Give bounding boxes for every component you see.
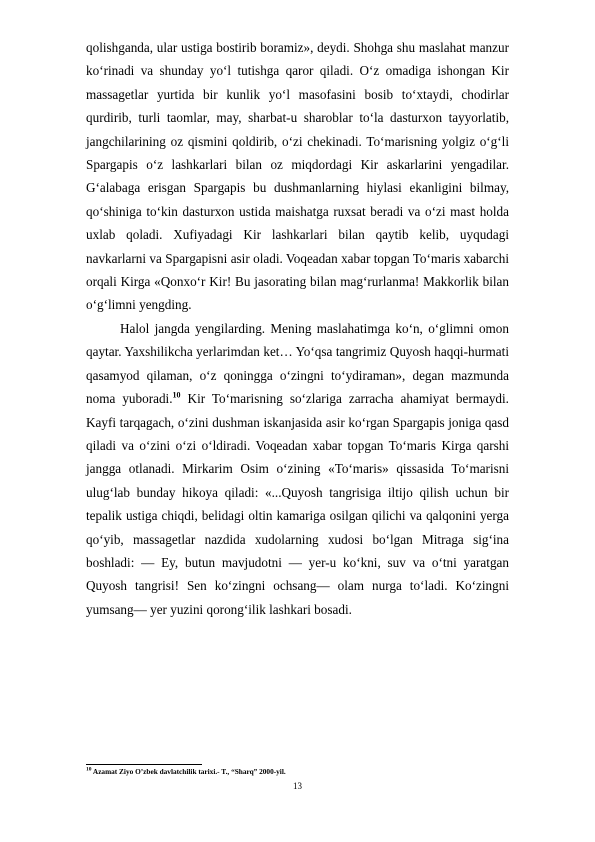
paragraph-2	[86, 317, 509, 621]
footnote-number: 10	[86, 766, 92, 773]
body-text	[86, 36, 509, 621]
footnote-text: Azamat Ziyo O’zbek davlatchilik tarixi.- T., “Sharq” 2000-yil.	[91, 767, 286, 776]
footnote-separator	[86, 764, 202, 765]
paragraph-1: qolishganda, ular ustiga bostirib boramiz», deydi. Shohga shu maslahat manzur ko‘rinadi va shunday yo‘l tutishga qaror qiladi. O‘z omadiga ishongan Kir massagetlar yurtida bir kunlik yo‘l masofasini bosib to‘xtaydi, chodirlar qurdirib, turli taomlar, may, sharbat-u sharoblar to‘la dasturxon tayyorlatib, jangchilarining oz qismini qoldirib, o‘zi chekinadi. To‘marisning yolgiz o‘g‘li Spargapis o‘z lashkarlari bilan oz miqdordagi Kir askarlarini yengadilar. G‘alabaga erisgan Spargapis bu dushmanlarning hiylasi ekanligini bilmay, qo‘shiniga to‘kin dasturxon ustida maishatga ruxsat beradi va o‘zi mast holda uxlab qoladi. Xufiyadagi Kir lashkarlari bilan qaytib kelib, uyqudagi navkarlarni va Spargapisni asir oladi. Voqeadan xabar topgan To‘maris xabarchi orqali Kirga «Qonxo‘r Kir! Bu jasorating bilan mag‘rurlanma! Makkorlik bilan o‘g‘limni yengding.	[86, 40, 509, 313]
footnote-reference[interactable]: 10	[172, 390, 181, 400]
paragraph-2-end: Kir To‘marisning so‘zlariga zarracha ahamiyat bermaydi. Kayfi tarqagach, o‘zini dushman iskanjasida asir ko‘rgan Spargapis joniga qasd qiladi va o‘zini o‘zi o‘ldiradi. Voqeadan xabar topgan To‘maris Kirga qarshi jangga otlanadi. Mirkarim Osim o‘zining «To‘maris» qissasida To‘marisni ulug‘lab bunday hikoya qiladi: «...Quyosh tangrisiga iltijo qilish uchun bir tepalik ustiga chiqdi, belidagi oltin kamariga osilgan qilichi va qalqonini yerga qo‘yib, massagetlar nazdida xudolarning xudosi bo‘lgan Mitraga sig‘ina boshladi: — Ey, butun mavjudotni — yer-u ko‘kni, suv va o‘tni yaratgan Quyosh tangrisi! Sen ko‘zingni ochsang— olam nurga to‘ladi. Ko‘zingni yumsang— yer yuzini qorong‘ilik lashkari bosadi.	[86, 391, 509, 617]
paragraph-2-start: Halol jangda yengilarding. Mening maslahatimga ko‘n, o‘glimni omon qaytar. Yaxshilikcha yerlarimdan ket… Yo‘qsa tangrimiz Quyosh haqqi-hurmati qasamyod qilaman, o‘z qoningga o‘zingni to‘ydiraman», degan mazmunda noma yuboradi.	[86, 320, 509, 407]
page-number: 13	[293, 781, 302, 791]
footnote	[86, 767, 509, 777]
